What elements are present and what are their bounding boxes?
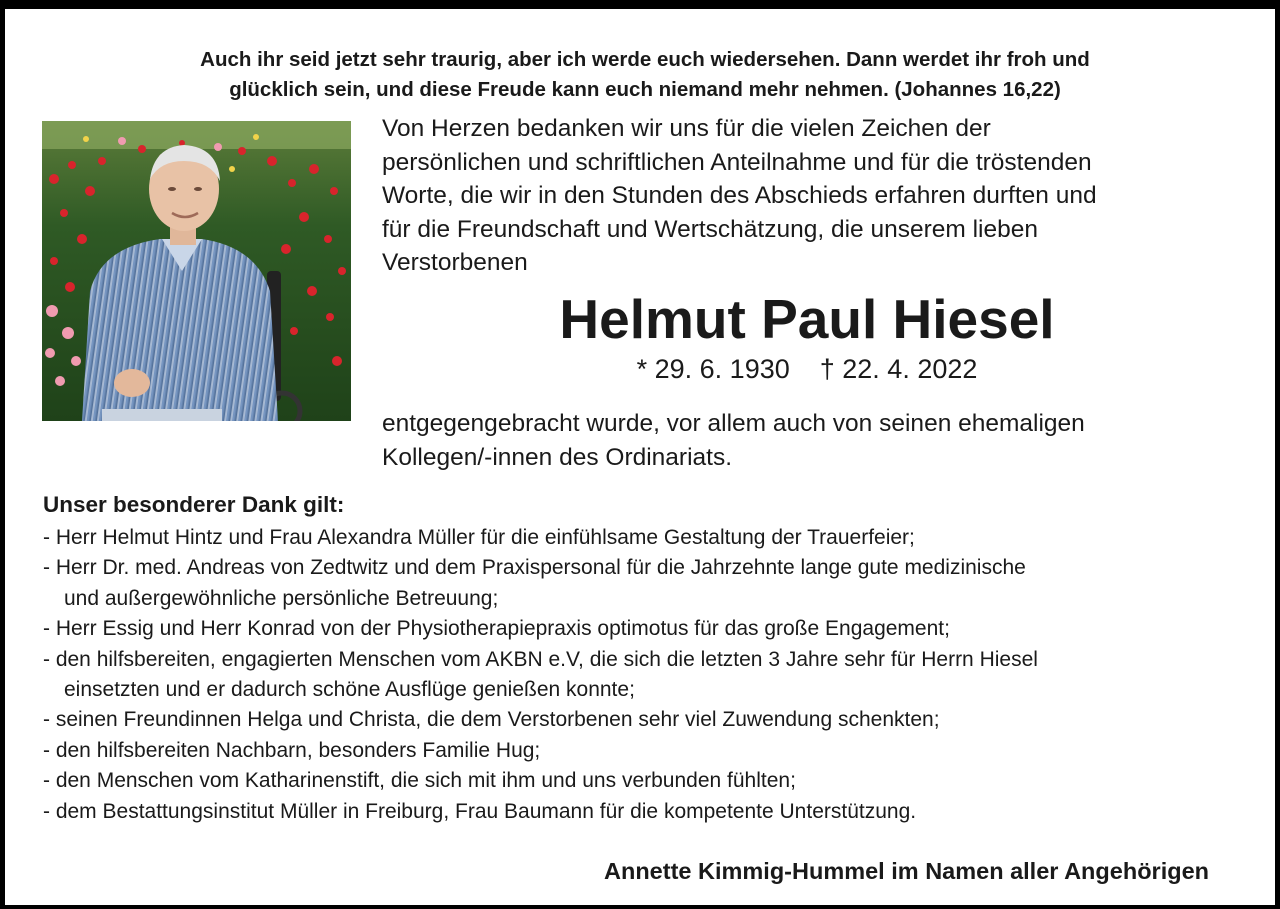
list-item: - Herr Helmut Hintz und Frau Alexandra Müller für die einfühlsame Gestaltung der Trauerfeier; <box>43 526 915 549</box>
list-item: - den hilfsbereiten, engagierten Menschen vom AKBN e.V, die sich die letzten 3 Jahre sehr für Herrn Hiesel einsetzten und er dadurch schöne Ausflüge genießen konnte; <box>43 647 1038 702</box>
life-dates <box>382 350 1232 388</box>
list-item: - den Menschen vom Katharinenstift, die sich mit ihm und uns verbunden fühlten; <box>43 769 796 793</box>
intro-line: persönlichen und schriftlichen Anteilnahme und für die tröstenden <box>382 148 1092 176</box>
thanks-heading: Unser besonderer Dank gilt: <box>43 492 345 517</box>
birth-date: * 29. 6. 1930 <box>636 354 790 384</box>
thanks-list <box>43 523 1253 827</box>
outro-line: Kollegen/-innen des Ordinariats. <box>382 443 733 471</box>
list-item: - Herr Dr. med. Andreas von Zedtwitz und dem Praxispersonal für die Jahrzehnte lange gute medizinische und außergewöhnliche persönliche Betreuung; <box>43 556 1026 610</box>
bible-verse <box>45 45 1245 105</box>
intro-line: Von Herzen bedanken wir uns für die vielen Zeichen der <box>382 115 991 142</box>
list-item: - dem Bestattungsinstitut Müller in Freiburg, Frau Baumann für die kompetente Unterstützung. <box>43 799 917 823</box>
list-item: - den hilfsbereiten Nachbarn, besonders Familie Hug; <box>43 738 541 762</box>
intro-line: Worte, die wir in den Stunden des Abschieds erfahren durften und <box>382 182 1097 209</box>
portrait-photo <box>42 121 351 421</box>
outro-line: entgegengebracht wurde, vor allem auch von seinen ehemaligen <box>382 410 1085 437</box>
deceased-name: Helmut Paul Hiesel <box>559 288 1055 350</box>
signature: Annette Kimmig-Hummel im Namen aller Angehörigen <box>604 858 1209 884</box>
verse-line: Auch ihr seid jetzt sehr traurig, aber ich werde euch wiedersehen. Dann werdet ihr froh und <box>200 48 1090 71</box>
list-item: - seinen Freundinnen Helga und Christa, die dem Verstorbenen sehr viel Zuwendung schenkten; <box>43 708 940 732</box>
intro-line: für die Freundschaft und Wertschätzung, die unserem lieben <box>382 215 1038 243</box>
outro-text <box>382 407 1242 474</box>
intro-line: Verstorbenen <box>382 249 528 276</box>
verse-line: glücklich sein, und diese Freude kann euch niemand mehr nehmen. (Johannes 16,22) <box>229 78 1061 101</box>
death-date: † 22. 4. 2022 <box>819 354 978 384</box>
list-item: - Herr Essig und Herr Konrad von der Physiotherapiepraxis optimotus für das große Engagement; <box>43 617 950 641</box>
intro-text <box>382 112 1242 280</box>
